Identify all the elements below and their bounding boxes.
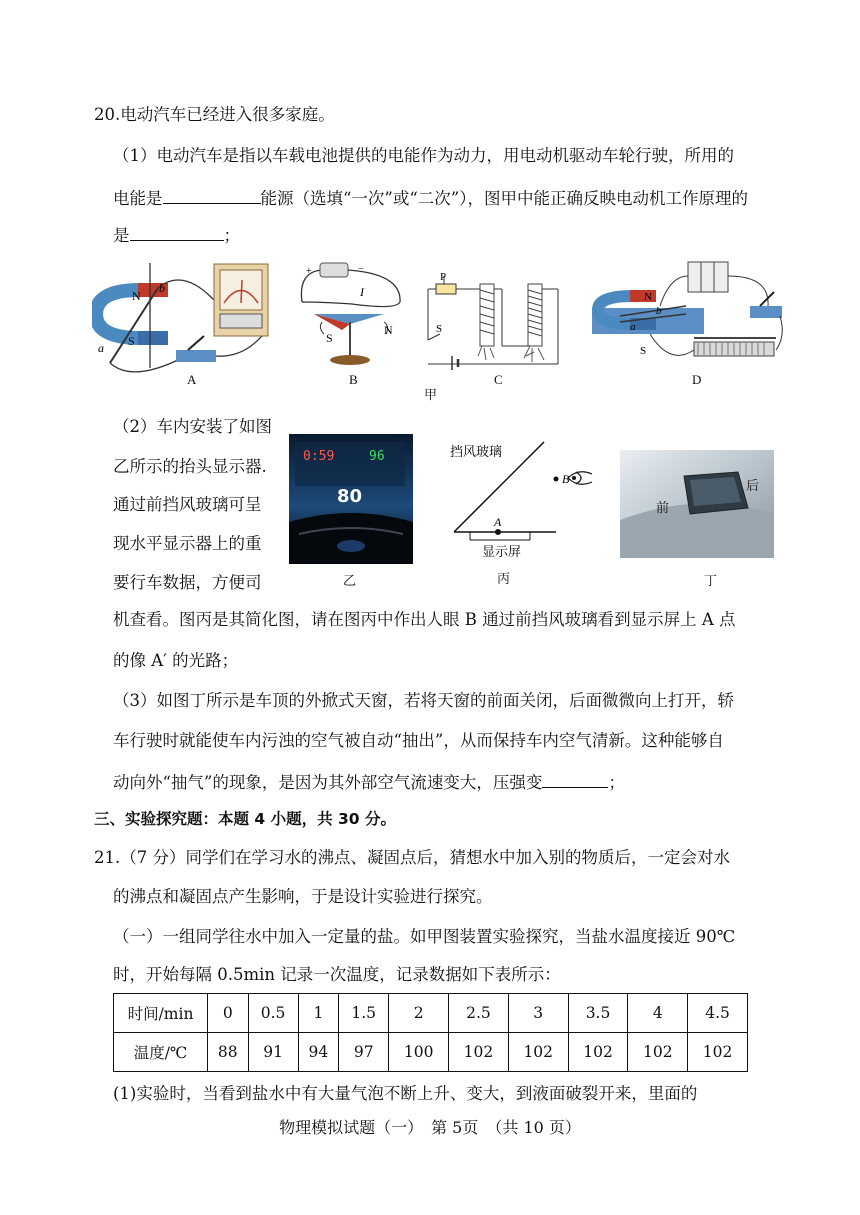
page-footer: 物理模拟试题（一） 第 5页 （共 10 页） — [279, 1118, 581, 1137]
q20-p1-line3a: 是 — [113, 226, 130, 245]
label-a-s: S — [128, 334, 135, 348]
table-row-time — [114, 994, 748, 1033]
svg-text:+: + — [306, 266, 312, 277]
q20-p3-line3 — [113, 770, 625, 794]
label-a-point: A — [494, 515, 502, 529]
q20-p3-line3b: ； — [608, 773, 625, 792]
q20-p3-line1: （3）如图丁所示是车顶的外掀式天窗，若将天窗的前面关闭，后面微微向上打开，轿 — [113, 691, 734, 710]
table-cell: 100 — [389, 1033, 449, 1072]
section-3-heading: 三、实验探究题：本题 4 小题，共 30 分。 — [94, 810, 396, 828]
q20-p1-line2a: 电能是 — [113, 189, 163, 208]
table-cell: 102 — [508, 1033, 568, 1072]
label-a-a: a — [98, 341, 104, 355]
table-cell: 0 — [208, 994, 249, 1033]
q20-p2-line3: 通过前挡风玻璃可呈 — [113, 495, 262, 514]
table-cell: 97 — [339, 1033, 389, 1072]
label-d-n: N — [644, 291, 652, 303]
q20-p3-line3a: 动向外“抽气”的现象，是因为其外部空气流速变大，压强变 — [113, 773, 543, 792]
hud-speed: 80 — [337, 486, 363, 507]
q20-p2-line2: 乙所示的抬头显示器. — [113, 457, 267, 476]
q20-p2-line5: 要行车数据，方便司 — [113, 573, 262, 592]
caption-yi: 乙 — [343, 573, 357, 588]
q20-p2-line4: 现水平显示器上的重 — [113, 534, 262, 553]
label-b-point: B — [562, 472, 570, 486]
table-row-temp — [114, 1033, 748, 1072]
figure-ding-sunroof-photo — [620, 450, 774, 558]
q21-line1: 21.（7 分）同学们在学习水的沸点、凝固点后，猜想水中加入别的物质后，一定会对水 — [94, 848, 730, 867]
caption-ding: 丁 — [704, 573, 718, 588]
label-a-n: N — [132, 289, 141, 303]
label-back: 后 — [746, 478, 760, 493]
table-cell: 3.5 — [568, 994, 628, 1033]
figure-d-motor — [590, 256, 790, 386]
q20-title: 20.电动汽车已经进入很多家庭。 — [94, 105, 335, 124]
q20-p2-line1: （2）车内安装了如图 — [113, 417, 272, 436]
caption-b: B — [349, 372, 358, 387]
table-cell: 2 — [389, 994, 449, 1033]
label-c-p: P — [440, 271, 447, 283]
q20-p1-line1: （1）电动汽车是指以车载电池提供的电能作为动力，用电动机驱动车轮行驶，所用的 — [113, 146, 734, 165]
figure-yi-hud-photo — [289, 434, 413, 564]
label-d-a: a — [630, 321, 636, 333]
label-b-i: I — [360, 285, 364, 299]
figure-c-electromagnets — [422, 270, 572, 370]
q20-p1-line2 — [113, 186, 748, 210]
label-screen: 显示屏 — [482, 544, 522, 559]
q21-line5: (1)实验时，当看到盐水中有大量气泡不断上升、变大，到液面破裂开来，里面的 — [113, 1084, 698, 1103]
answer-blank-1[interactable] — [163, 186, 261, 204]
table-cell: 102 — [688, 1033, 748, 1072]
q20-p1-line2b: 能源（选填“一次”或“二次”），图甲中能正确反映电动机工作原理的 — [260, 189, 748, 208]
table-cell: 102 — [628, 1033, 688, 1072]
table-cell: 2.5 — [449, 994, 509, 1033]
label-a-b: b — [159, 281, 165, 295]
figure-a-generator — [92, 258, 282, 388]
hud-value: 96 — [369, 449, 385, 464]
table-cell: 91 — [248, 1033, 298, 1072]
table-cell: 102 — [449, 1033, 509, 1072]
label-b-s: S — [326, 331, 333, 345]
figure-b-oersted — [292, 262, 412, 372]
table-cell: 102 — [568, 1033, 628, 1072]
table-cell: 94 — [298, 1033, 339, 1072]
q21-line2: 的沸点和凝固点产生影响，于是设计实验进行探究。 — [113, 887, 493, 906]
table-cell: 4.5 — [688, 994, 748, 1033]
q20-p2-line6: 机查看。图丙是其简化图，请在图丙中作出人眼 B 通过前挡风玻璃看到显示屏上 A 点 — [113, 610, 736, 629]
table-header-time: 时间/min — [114, 994, 208, 1033]
table-cell: 88 — [208, 1033, 249, 1072]
hud-time: 0:59 — [303, 449, 335, 464]
table-cell: 1 — [298, 994, 339, 1033]
label-d-s: S — [640, 345, 647, 357]
q21-line4: 时，开始每隔 0.5min 记录一次温度，记录数据如下表所示： — [113, 965, 561, 984]
svg-text:−: − — [358, 264, 364, 275]
q21-line3: （一）一组同学往水中加入一定量的盐。如甲图装置实验探究，当盐水温度接近 90℃ — [113, 927, 736, 946]
table-cell: 4 — [628, 994, 688, 1033]
caption-bing: 丙 — [497, 571, 511, 586]
temperature-table — [113, 993, 748, 1072]
caption-d: D — [692, 372, 702, 387]
label-front: 前 — [656, 500, 670, 515]
answer-blank-2[interactable] — [130, 223, 224, 241]
q20-p1-line3b: ； — [223, 226, 240, 245]
caption-jia: 甲 — [424, 387, 438, 402]
caption-c: C — [494, 372, 503, 387]
caption-a: A — [187, 372, 197, 387]
table-header-temp: 温度/℃ — [114, 1033, 208, 1072]
label-windshield: 挡风玻璃 — [450, 444, 503, 459]
label-c-s: S — [436, 323, 443, 335]
label-b-n: N — [384, 323, 393, 337]
answer-blank-3[interactable] — [542, 770, 608, 788]
label-d-b: b — [656, 305, 662, 317]
q20-p2-line7: 的像 A′ 的光路； — [113, 651, 239, 670]
figure-bing-diagram — [440, 432, 610, 572]
table-cell: 0.5 — [248, 994, 298, 1033]
table-cell: 1.5 — [339, 994, 389, 1033]
table-cell: 3 — [508, 994, 568, 1033]
q20-p3-line2: 车行驶时就能使车内污浊的空气被自动“抽出”，从而保持车内空气清新。这种能够自 — [113, 731, 724, 750]
q20-p1-line3 — [113, 223, 240, 247]
